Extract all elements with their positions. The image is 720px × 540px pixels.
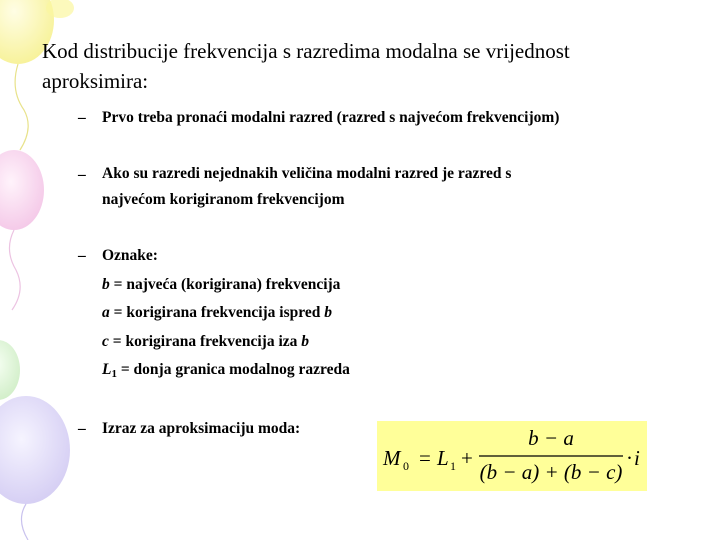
notation-c bbox=[102, 328, 698, 357]
var-l: L bbox=[102, 361, 112, 378]
heading-line-1: Kod distribucije frekvencija s razredima modalna se vrijednost bbox=[42, 39, 570, 63]
var-b-ref: b bbox=[324, 304, 332, 321]
mode-formula-box bbox=[377, 421, 647, 491]
mode-formula bbox=[377, 421, 647, 491]
notation-title: Oznake: bbox=[102, 247, 158, 264]
formula-plus: + bbox=[461, 446, 473, 470]
formula-factor: i bbox=[634, 446, 640, 470]
formula-dot: · bbox=[626, 446, 633, 470]
bullet-dash: – bbox=[78, 247, 86, 264]
bullet-notation bbox=[78, 242, 698, 389]
notation-b-text: = najveća (korigirana) frekvencija bbox=[109, 275, 341, 293]
formula-denominator: (b − a) + (b − c) bbox=[479, 460, 623, 484]
bullet-text: Prvo treba pronaći modalni razred (razred s najvećom frekvencijom) bbox=[102, 109, 560, 126]
formula-lhs-subscript: 0 bbox=[403, 459, 409, 473]
bullet-text-line-1: Ako su razredi nejednakih veličina modalni razred je razred s bbox=[102, 165, 512, 182]
notation-l1 bbox=[102, 356, 698, 389]
formula-term-subscript: 1 bbox=[450, 459, 456, 473]
bullet-find-modal-class bbox=[78, 104, 698, 133]
slide-heading bbox=[42, 36, 682, 96]
bullet-dash: – bbox=[78, 166, 86, 183]
bullet-dash: – bbox=[78, 420, 86, 437]
notation-a bbox=[102, 299, 698, 328]
var-a: a bbox=[102, 304, 110, 321]
bullet-text-line-2: najvećom korigiranom frekvencijom bbox=[102, 191, 345, 208]
var-l-subscript: 1 bbox=[111, 368, 117, 380]
notation-c-text: = korigirana frekvencija iza bbox=[108, 332, 302, 350]
bullet-dash: – bbox=[78, 109, 86, 126]
heading-line-2: aproksimira: bbox=[42, 69, 149, 93]
notation-a-text: = korigirana frekvencija ispred bbox=[109, 304, 325, 321]
var-b-ref: b bbox=[301, 332, 310, 350]
var-b: b bbox=[102, 275, 110, 293]
notation-b bbox=[102, 271, 698, 300]
bullet-unequal-classes bbox=[78, 161, 698, 213]
var-c: c bbox=[102, 332, 109, 350]
formula-lhs: M bbox=[383, 446, 401, 470]
notation-l1-text: = donja granica modalnog razreda bbox=[116, 361, 350, 378]
formula-term: L bbox=[437, 446, 449, 470]
formula-equals: = bbox=[419, 446, 431, 470]
bullet-text: Izraz za aproksimaciju moda: bbox=[102, 420, 301, 437]
formula-numerator: b − a bbox=[528, 426, 574, 450]
